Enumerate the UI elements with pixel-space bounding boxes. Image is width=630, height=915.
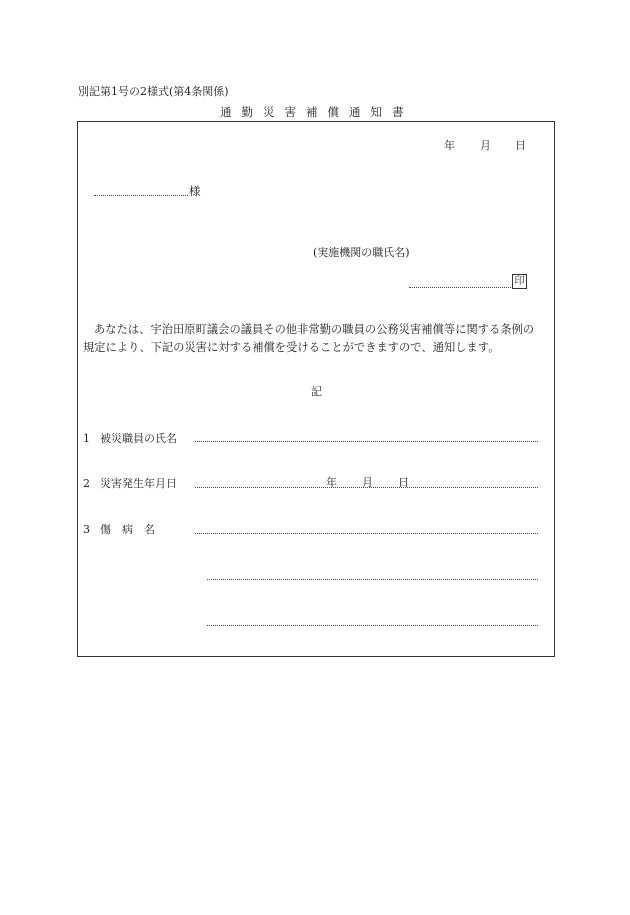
notice-paragraph: あなたは、宇治田原町議会の議員その他非常勤の職員の公務災害補償等に関する条例の規定により、下記の災害に対する補償を受けることができますので、通知します。: [83, 323, 535, 354]
item-3-field-line-3[interactable]: [207, 625, 538, 626]
seal-box: 印: [512, 274, 527, 289]
item-1-text: 被災職員の氏名: [100, 432, 177, 445]
item-3-label: [83, 521, 155, 537]
item-3-text: 傷 病 名: [100, 523, 155, 536]
form-label: 別記第1号の2様式(第4条関係): [78, 85, 229, 98]
document-title: 通勤災害補償通知書: [220, 105, 414, 119]
recipient-name-line[interactable]: [94, 195, 188, 196]
item-2-year-label: 年: [326, 476, 337, 489]
item-2-month-label: 月: [362, 476, 373, 489]
item-3-number: 3: [83, 523, 90, 536]
item-1-field-line[interactable]: [195, 441, 538, 442]
item-1-number: 1: [83, 432, 90, 445]
date-day-label: 日: [515, 139, 526, 152]
item-3-field-line-2[interactable]: [207, 579, 538, 580]
item-2-day-label: 日: [398, 476, 409, 489]
agency-name-label: (実施機関の職氏名): [313, 246, 410, 259]
sender-name-line[interactable]: [409, 287, 511, 288]
item-1-label: [83, 430, 177, 446]
ki-heading: 記: [311, 385, 322, 398]
item-3-field-line[interactable]: [195, 533, 538, 534]
date-month-label: 月: [480, 139, 491, 152]
item-2-number: 2: [83, 477, 90, 490]
date-year-label: 年: [444, 139, 455, 152]
recipient-honorific: 様: [189, 184, 201, 198]
item-2-label: [83, 475, 177, 491]
item-2-text: 災害発生年月日: [100, 477, 177, 490]
